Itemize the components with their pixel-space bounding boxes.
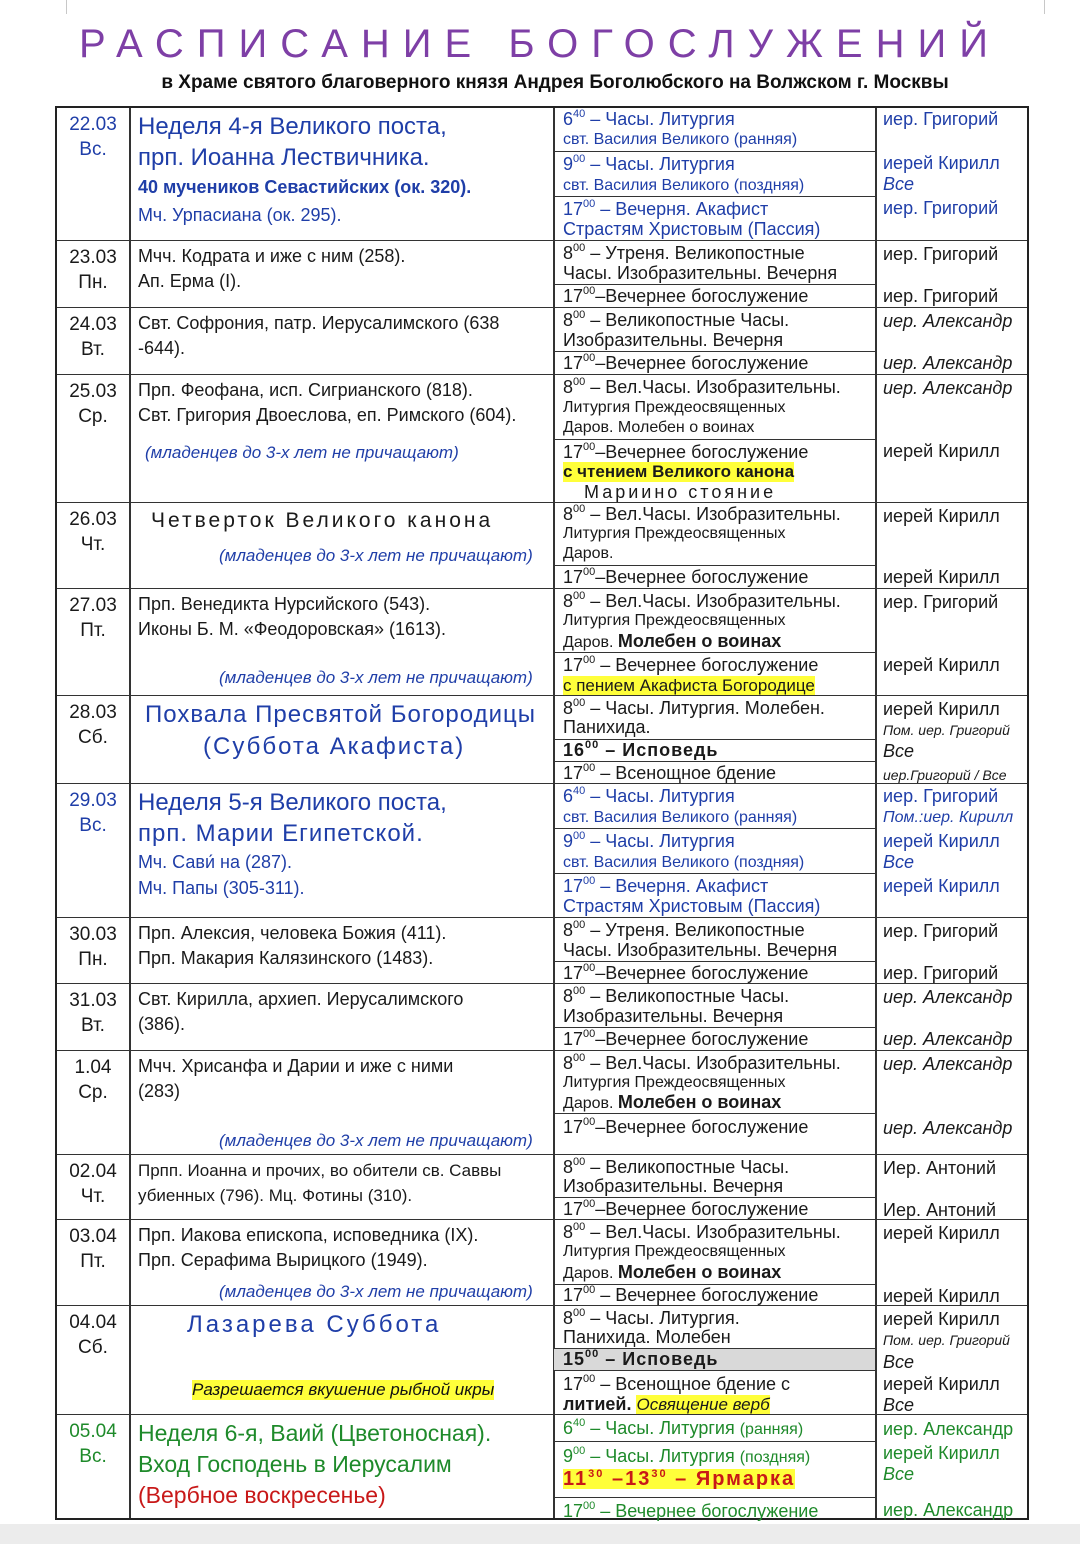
page-bottom-edge bbox=[0, 1524, 1080, 1544]
table-row: 26.03 Чт. Четверток Великого канона (младенцев до 3-х лет не причащают) $8^{00}$ – Вел.Часы. Изобразительны. Литургия Преждеосвященных Даров. $17^{00}$–Вечернее богослужение иерей Кирилл иерей Кирилл bbox=[57, 502, 1027, 588]
page-title: РАСПИСАНИЕ БОГОСЛУЖЕНИЙ bbox=[79, 22, 1001, 66]
infants-note: (младенцев до 3-х лет не причащают) bbox=[219, 1282, 533, 1301]
table-row: 1.04 Ср. Мчч. Хрисанфа и Дарии и иже с ними (283) (младенцев до 3-х лет не причащают) $8^{00}$ – Вел.Часы. Изобразительны. Литургия Преждеосвященных Даров. Молебен о воинах $17^{00}$–Вечернее богослужение иер. Александр иер. Александр bbox=[57, 1050, 1027, 1154]
table-row: 29.03 Вс. Неделя 5-я Великого поста, прп. Марии Египетской. Мч. Сави́ на (287). Мч. Папы (305-311). $6^{40}$ – Часы. Литургия свт. Василия Великого (ранняя) $9^{00}$ – Часы. Литургия свт. Василия Великого (поздняя) $17^{00}$ – Вечерня. Акафист Страстям Христовым (Пассия) иер. Григорий Пом.:иер. Кирилл иерей Кирилл Все иерей Кирилл bbox=[57, 783, 1027, 917]
table-row: 24.03 Вт. Свт. Софрония, патр. Иерусалимского (638 -644). $8^{00}$ – Великопостные Часы. Изобразительны. Вечерня $17^{00}$–Вечернее богослужение иер. Александр иер. Александр bbox=[57, 307, 1027, 374]
infants-note: (младенцев до 3-х лет не причащают) bbox=[145, 443, 459, 462]
table-row: 28.03 Сб. Похвала Пресвятой Богородицы (Суббота Акафиста) $8^{00}$ – Часы. Литургия. Молебен. Панихида. $16^{00}$ – Исповедь $17^{00}$ – Всенощное бдение иерей Кирилл Пом. иер. Григорий Все иер.Григорий / Все bbox=[57, 695, 1027, 783]
table-row: 04.04 Сб. Лазарева Суббота Разрешается вкушение рыбной икры $8^{00}$ – Часы. Литургия. Панихида. Молебен $15^{00}$ – Исповедь $17^{00}$ – Всенощное бдение с литией. Освящение верб иерей Кирилл Пом. иер. Григорий Все иерей Кирилл Все bbox=[57, 1305, 1027, 1414]
table-row: 25.03 Ср. Прп. Феофана, исп. Сигрианского (818). Свт. Григория Двоеслова, еп. Римского (604). (младенцев до 3-х лет не причащают) $8^{00}$ – Вел.Часы. Изобразительны. Литургия Преждеосвященных Даров. Молебен о воинах $17^{00}$–Вечернее богослужение с чтением Великого канона Мариино стояние иер. Александр иерей Кирилл bbox=[57, 374, 1027, 502]
crop-mark-left bbox=[66, 0, 67, 14]
table-row: 22.03 Вс. Неделя 4-я Великого поста, прп. Иоанна Лествичника. 40 мучеников Севастийских (ок. 320). Мч. Урпасиана (ок. 295). $6^{40}$ – Часы. Литургия свт. Василия Великого (ранняя) $9^{00}$ – Часы. Литургия свт. Василия Великого (поздняя) $17^{00}$ – Вечерня. Акафист Страстям Христовым (Пассия) иер. Григорий иерей Кирилл Все иер. Григорий bbox=[69, 108, 1000, 239]
feast-cell: Неделя 4-я Великого поста, прп. Иоанна Лествичника. 40 мучеников Севастийских (ок. 320). Мч. Урпасиана (ок. 295). bbox=[138, 113, 472, 225]
infants-note: (младенцев до 3-х лет не причащают) bbox=[219, 546, 533, 565]
table-row: 31.03 Вт. Свт. Кирилла, архиеп. Иерусалимского (386). $8^{00}$ – Великопостные Часы. Изобразительны. Вечерня $17^{00}$–Вечернее богослужение иер. Александр иер. Александр bbox=[57, 983, 1027, 1050]
infants-note: (младенцев до 3-х лет не причащают) bbox=[219, 1131, 533, 1150]
table-row: 30.03 Пн. Прп. Алексия, человека Божия (411). Прп. Макария Калязинского (1483). $8^{00}$ – Утреня. Великопостные Часы. Изобразительны. Вечерня $17^{00}$–Вечернее богослужение иер. Григорий иер. Григорий bbox=[57, 917, 1027, 983]
crop-mark-right bbox=[1044, 0, 1045, 14]
table-row: 02.04 Чт. Прпп. Иоанна и прочих, во обители св. Саввы убиенных (796). Мц. Фотины (310). $8^{00}$ – Великопостные Часы. Изобразительны. Вечерня $17^{00}$–Вечернее богослужение Иер. Антоний Иер. Антоний bbox=[57, 1154, 1027, 1219]
fish-roe-note: Разрешается вкушение рыбной икры bbox=[192, 1380, 495, 1399]
table-row: 03.04 Пт. Прп. Иакова епископа, исповедника (IX). Прп. Серафима Вырицкого (1949). (младенцев до 3-х лет не причащают) $8^{00}$ – Вел.Часы. Изобразительны. Литургия Преждеосвященных Даров. Молебен о воинах $17^{00}$ – Вечернее богослужение иерей Кирилл иерей Кирилл bbox=[57, 1219, 1027, 1305]
services-cell: $6^{40}$ – Часы. Литургия свт. Василия Великого (ранняя) $9^{00}$ – Часы. Литургия свт. Василия Великого (поздняя) $17^{00}$ – Вечерня. Акафист Страстям Христовым (Пассия) bbox=[554, 108, 875, 240]
page-subtitle: в Храме святого благоверного князя Андрея Боголюбского на Волжском г. Москвы bbox=[161, 72, 949, 93]
infants-note: (младенцев до 3-х лет не причащают) bbox=[219, 668, 533, 687]
table-row: 23.03 Пн. Мчч. Кодрата и иже с ним (258). Ап. Ерма (I). $8^{00}$ – Утреня. Великопостные Часы. Изобразительны. Вечерня $17^{00}$–Вечернее богослужение иер. Григорий иер. Григорий bbox=[57, 240, 1027, 307]
table-row: 05.04 Вс. Неделя 6-я, Ваий (Цветоносная). Вход Господень в Иерусалим (Вербное воскресенье) $6^{40}$ – Часы. Литургия (ранняя) $9^{00}$ – Часы. Литургия (поздняя) $11^{30}$ $-13^{30}$ – Ярмарка $17^{00}$ – Вечернее богослужение иер. Александр иерей Кирилл Все иер. Александр bbox=[57, 1414, 1027, 1522]
table-row: 27.03 Пт. Прп. Венедикта Нурсийского (543). Иконы Б. М. «Феодоровская» (1613). (младенцев до 3-х лет не причащают) $8^{00}$ – Вел.Часы. Изобразительны. Литургия Преждеосвященных Даров. Молебен о воинах $17^{00}$ – Вечернее богослужение с пением Акафиста Богородице иер. Григорий иерей Кирилл bbox=[57, 588, 1027, 695]
schedule-table bbox=[55, 106, 1029, 1520]
